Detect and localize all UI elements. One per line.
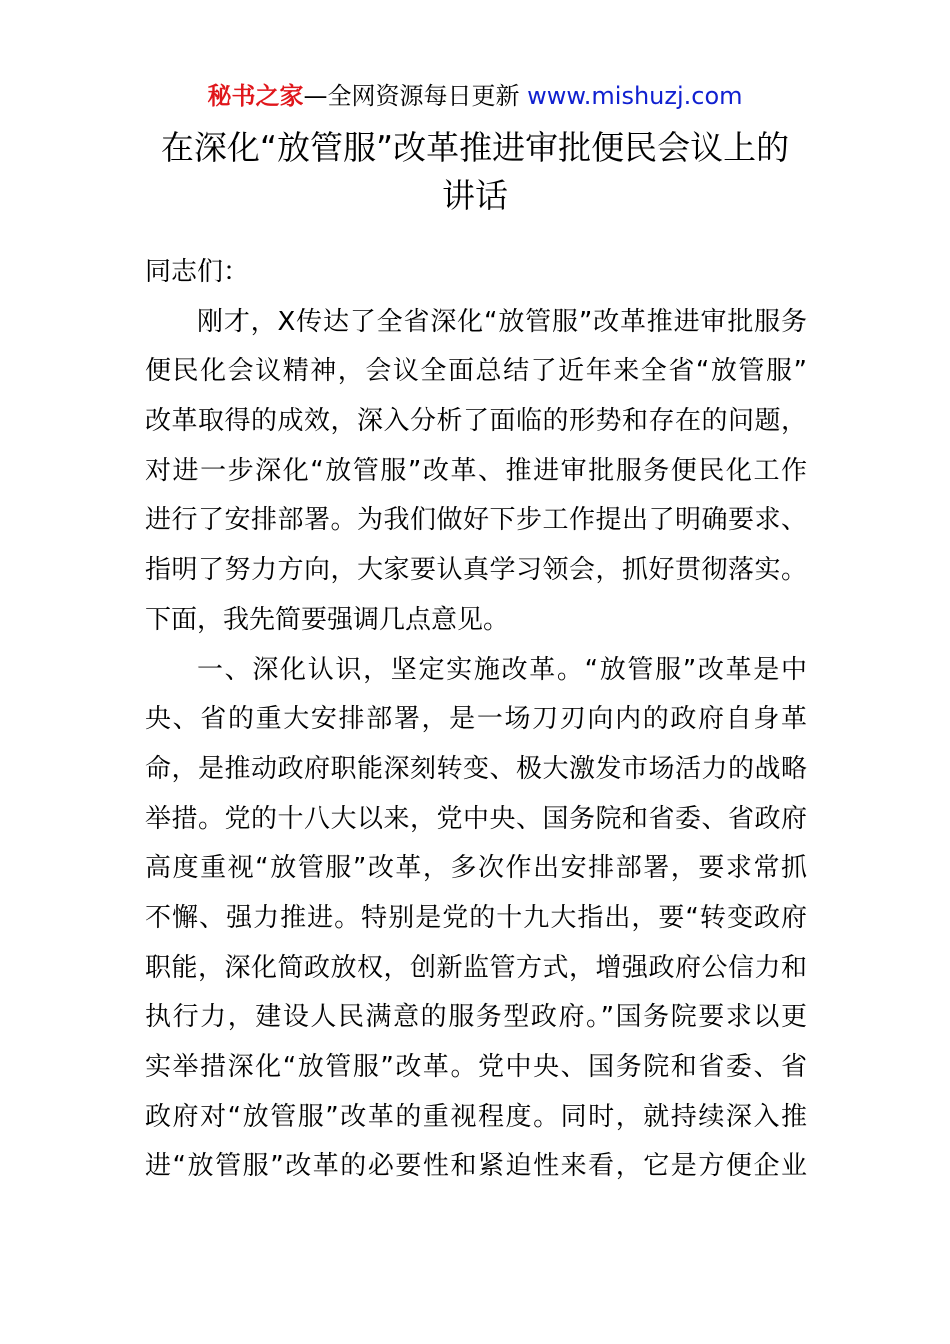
body-line: 刚才，X传达了全省深化“放管服”改革推进审批服务 [197,306,807,337]
body-line: 进行了安排部署。为我们做好下步工作提出了明确要求、 [145,505,807,536]
website-link[interactable]: www.mishuzj.com [527,82,743,110]
document-body [145,248,807,1192]
document-title [100,124,850,220]
body-line: 政府对“放管服”改革的重视程度。同时，就持续深入推 [145,1101,807,1132]
body-line: 高度重视“放管服”改革，多次作出安排部署，要求常抓 [145,853,807,884]
body-line: 进“放管服”改革的必要性和紧迫性来看，它是方便企业 [145,1151,807,1182]
body-line: 改革取得的成效，深入分析了面临的形势和存在的问题， [145,406,807,437]
body-line: 职能，深化简政放权，创新监管方式，增强政府公信力和 [145,952,807,983]
body-line: 执行力，建设人民满意的服务型政府。”国务院要求以更 [145,1002,807,1033]
body-line: 便民化会议精神，会议全面总结了近年来全省“放管服” [145,356,807,387]
body-line: 对进一步深化“放管服”改革、推进审批服务便民化工作 [145,455,807,486]
salutation: 同志们： [145,257,250,287]
banner-tagline: —全网资源每日更新 [303,82,528,110]
body-line: 举措。党的十八大以来，党中央、国务院和省委、省政府 [145,803,807,834]
site-banner [0,80,950,112]
body-line: 实举措深化“放管服”改革。党中央、国务院和省委、省 [145,1052,807,1082]
body-line: 不懈、强力推进。特别是党的十九大指出，要“转变政府 [145,902,807,933]
body-line: 指明了努力方向，大家要认真学习领会，抓好贯彻落实。 [145,555,807,586]
brand-name: 秘书之家 [207,82,304,110]
body-line: 一、深化认识，坚定实施改革。“放管服”改革是中 [197,654,807,685]
body-line: 央、省的重大安排部署，是一场刀刃向内的政府自身革 [145,704,807,735]
title-line-2: 讲话 [442,176,508,215]
title-line-1: 在深化“放管服”改革推进审批便民会议上的 [160,128,790,167]
body-line: 下面，我先简要强调几点意见。 [145,604,510,635]
body-line: 命，是推动政府职能深刻转变、极大激发市场活力的战略 [145,753,807,784]
